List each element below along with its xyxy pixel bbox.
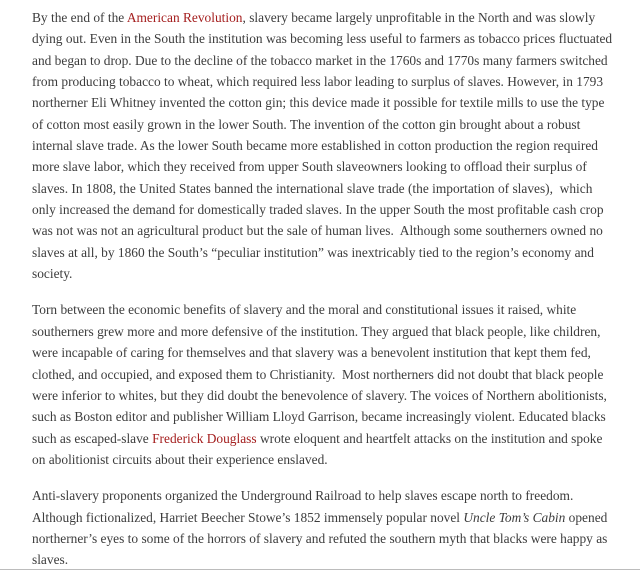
- bottom-divider: [0, 569, 640, 570]
- text-run: wrote eloquent and heartfelt attacks on the institution and spoke on abolitionist circuits about their experience enslaved.: [32, 430, 606, 467]
- paragraph: [32, 299, 618, 470]
- italic-book-title: Uncle Tom’s Cabin: [463, 509, 566, 525]
- link-american-revolution[interactable]: American Revolution: [126, 10, 243, 25]
- paragraph: [32, 485, 618, 570]
- text-run: By the end of the: [32, 10, 127, 25]
- text-run: opened northerner’s eyes to some of the horrors of slavery and refuted the southern myth that blacks were happy as slaves.: [32, 509, 611, 568]
- text-run: , slavery became largely unprofitable in the North and was slowly dying out. Even in the South the institution was becoming less useful to farmers as tobacco prices fluctuated and began to drop. Due to the decline of the tobacco market in the 1760s and 1770s many farmers switched from producing tobacco to wheat, which required less labor leading to surplus of slaves. However, in 1793 northerner Eli Whitney invented the cotton gin; this device made it possible for textile mills to use the type of cotton most easily grown in the lower South. The invention of the cotton gin brought about a robust internal slave trade. As the lower South became more established in cotton production the region required more slave labor, which they received from upper South slaveowners looking to offload their surplus of slaves. In 1808, the United States banned the international slave trade (the importation of slaves), which only increased the demand for domestically traded slaves. In the upper South the most profitable cash crop was not was not an agricultural product but the sale of human lives. Although some southerners owned no slaves at all, by 1860 the South’s “peculiar institution” was inextricably tied to the region’s economy and society.: [32, 10, 616, 282]
- text-run: Anti-slavery proponents organized the Underground Railroad to help slaves escape north to freedom. Although fictionalized, Harriet Beecher Stowe’s 1852 immensely popular novel: [32, 488, 576, 525]
- text-run: Torn between the economic benefits of slavery and the moral and constitutional issues it raised, white southerners grew more and more defensive of the institution. They argued that black people, like children, were incapable of caring for themselves and that slavery was a benevolent institution that kept them fed, clothed, and occupied, and exposed them to Christianity. Most northerners did not doubt that black people were inferior to whites, but they did doubt the benevolence of slavery. The voices of Northern abolitionists, such as Boston editor and publisher William Lloyd Garrison, became increasingly violent. Educated blacks such as escaped-slave: [32, 302, 611, 446]
- paragraph: [32, 7, 618, 284]
- link-frederick-douglass[interactable]: Frederick Douglass: [152, 430, 257, 446]
